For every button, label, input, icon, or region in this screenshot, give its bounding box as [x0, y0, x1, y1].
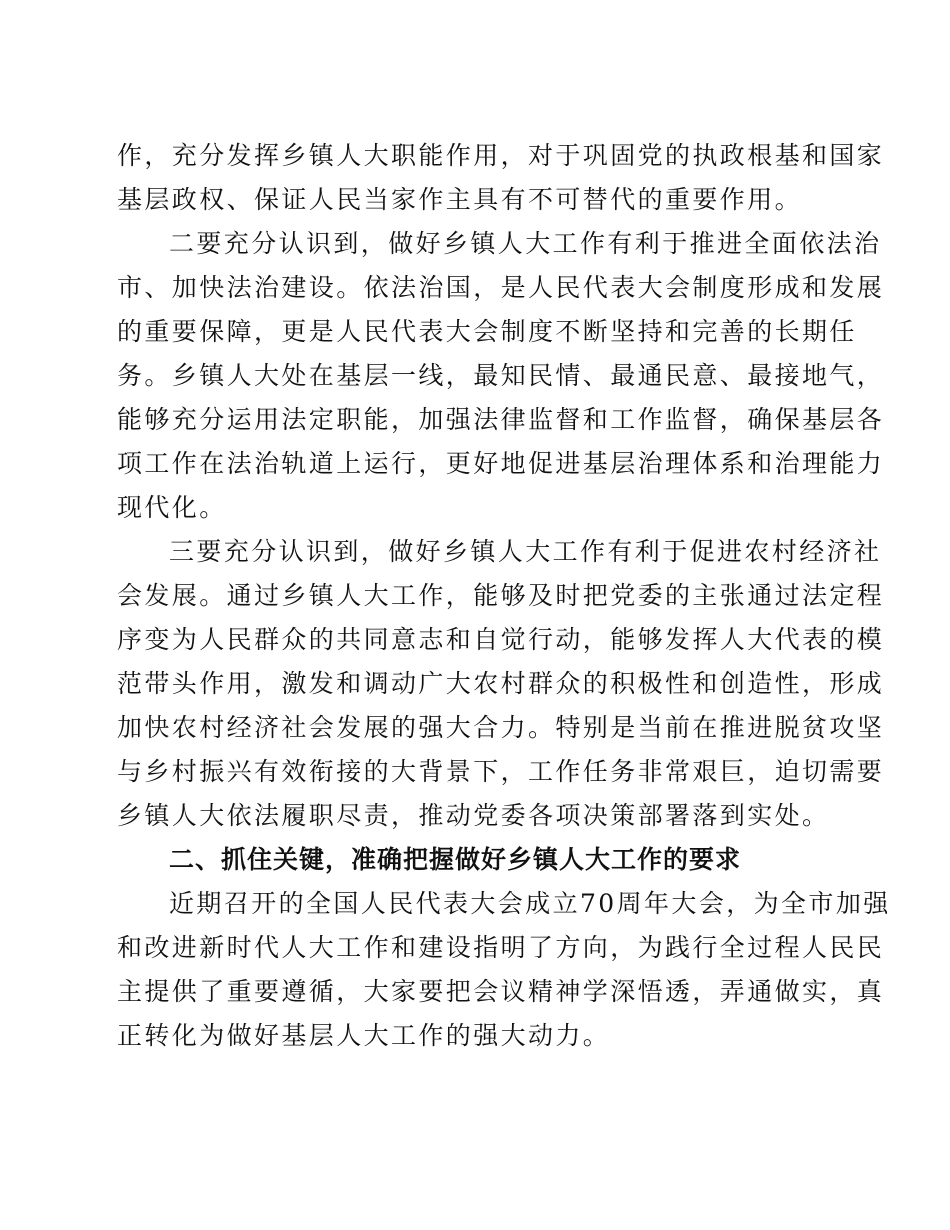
section-heading: 二、抓住关键，准确把握做好乡镇人大工作的要求	[169, 845, 742, 874]
text-line-5: 的重要保障，更是人民代表大会制度不断坚持和完善的长期任	[117, 317, 857, 346]
text-line-15: 与乡村振兴有效衔接的大背景下，工作任务非常艰巨，迫切需要	[117, 757, 885, 786]
text-line-14: 加快农村经济社会发展的强大合力。特别是当前在推进脱贫攻坚	[117, 713, 885, 742]
text-line-20: 主提供了重要遵循，大家要把会议精神学深悟透，弄通做实，真	[117, 977, 885, 1006]
text-line-11: 会发展。通过乡镇人大工作，能够及时把党委的主张通过法定程	[117, 581, 885, 610]
text-line-8: 项工作在法治轨道上运行，更好地促进基层治理体系和治理能力	[117, 449, 885, 478]
text-line-3: 二要充分认识到，做好乡镇人大工作有利于推进全面依法治	[169, 229, 882, 258]
text-line-6: 务。乡镇人大处在基层一线，最知民情、最通民意、最接地气，	[117, 361, 885, 390]
text-line-16: 乡镇人大依法履职尽责，推动党委各项决策部署落到实处。	[117, 801, 830, 830]
text-line-10: 三要充分认识到，做好乡镇人大工作有利于促进农村经济社	[169, 537, 882, 566]
text-line-18: 近期召开的全国人民代表大会成立70周年大会，为全市加强	[169, 889, 891, 918]
text-line-7: 能够充分运用法定职能，加强法律监督和工作监督，确保基层各	[117, 405, 885, 434]
text-line-19: 和改进新时代人大工作和建设指明了方向，为践行全过程人民民	[117, 933, 885, 962]
text-line-2: 基层政权、保证人民当家作主具有不可替代的重要作用。	[117, 185, 803, 214]
text-line-4: 市、加快法治建设。依法治国，是人民代表大会制度形成和发展	[117, 273, 885, 302]
text-line-1: 作，充分发挥乡镇人大职能作用，对于巩固党的执政根基和国家	[117, 141, 885, 170]
text-line-9: 现代化。	[117, 493, 227, 522]
document-body	[117, 134, 891, 1058]
text-line-21: 正转化为做好基层人大工作的强大动力。	[117, 1021, 611, 1050]
text-line-12: 序变为人民群众的共同意志和自觉行动，能够发挥人大代表的模	[117, 625, 885, 654]
text-line-13: 范带头作用，激发和调动广大农村群众的积极性和创造性，形成	[117, 669, 885, 698]
